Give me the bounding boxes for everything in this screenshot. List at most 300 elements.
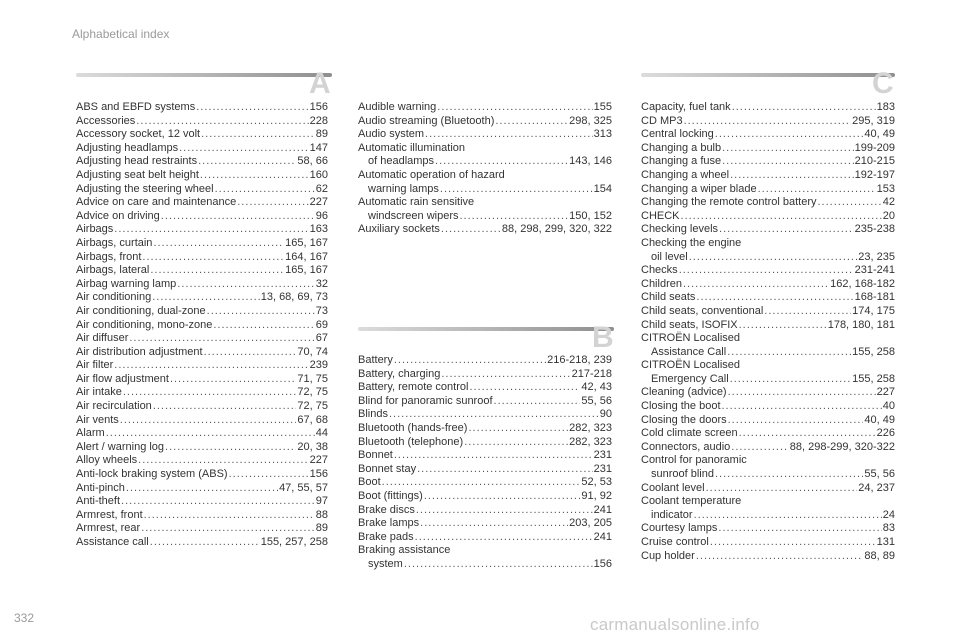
index-entry-pages: 20, 38: [297, 440, 328, 453]
index-entry-pages: 73: [315, 304, 328, 317]
dot-leader: [437, 101, 592, 115]
index-entry-pages: 40, 49: [864, 413, 895, 426]
dot-leader: [150, 536, 260, 550]
dot-leader: [495, 115, 568, 129]
index-entry-pages: 88, 298-299, 320-322: [789, 440, 895, 453]
index-entry-term: Anti-pinch: [76, 481, 125, 494]
dot-leader: [215, 183, 315, 197]
index-entry: [76, 305, 328, 319]
index-entry: [76, 210, 328, 224]
dot-leader: [198, 155, 296, 169]
index-entry-pages: 153: [876, 182, 895, 195]
index-entry-pages: 174, 175: [852, 304, 895, 317]
index-entry-term: Assistance call: [76, 536, 149, 548]
index-entry: [76, 223, 328, 237]
index-entry: [641, 509, 895, 523]
index-entry-pages: 168-181: [854, 291, 895, 304]
index-entry-term: Assistance Call: [651, 345, 727, 358]
dot-leader: [441, 223, 501, 237]
index-entry-term: Changing a wheel: [641, 168, 730, 181]
dot-leader: [758, 183, 876, 197]
dot-leader: [435, 155, 568, 169]
dot-leader: [200, 169, 309, 183]
dot-leader: [730, 169, 854, 183]
index-entry: [76, 454, 328, 468]
index-entry-pages: 69: [315, 318, 328, 331]
index-entry: [641, 169, 895, 183]
index-entry-pages: 228: [309, 114, 328, 127]
index-entry: [641, 400, 895, 414]
dot-leader: [464, 436, 568, 450]
index-entry: [641, 346, 895, 360]
index-entry-term: Armrest, rear: [76, 522, 141, 535]
dot-leader: [161, 210, 315, 224]
index-entry: [641, 196, 895, 210]
index-entry: [641, 101, 895, 115]
index-entry-pages: 165, 167: [285, 264, 328, 277]
index-entry: [641, 522, 895, 536]
index-entry-heading: CITROËN Localised: [641, 359, 741, 372]
index-entry-term: system: [368, 557, 403, 570]
dot-leader: [728, 386, 876, 400]
index-entry-pages: 88, 298, 299, 320, 322: [501, 223, 612, 236]
dot-leader: [424, 490, 581, 504]
index-entry: [358, 436, 612, 450]
index-entry-term: Air filter: [76, 359, 114, 372]
section-a-divider: [76, 73, 332, 77]
index-entry-term: Airbags, lateral: [76, 264, 150, 277]
dot-leader: [715, 128, 864, 142]
index-entry: [641, 468, 895, 482]
index-entry-term: Connectors, audio: [641, 440, 731, 453]
dot-leader: [114, 359, 308, 373]
index-entry-pages: 155, 257, 258: [260, 536, 328, 548]
dot-leader: [126, 482, 278, 496]
index-entry: [358, 381, 612, 395]
dot-leader: [142, 251, 284, 265]
index-column-b: [358, 354, 612, 572]
index-entry-pages: 231-241: [854, 264, 895, 277]
dot-leader: [696, 550, 864, 564]
dot-leader: [689, 251, 858, 265]
index-entry-term: Audible warning: [358, 101, 437, 113]
index-entry-pages: 162, 168-182: [830, 277, 895, 290]
dot-leader: [722, 155, 854, 169]
dot-leader: [416, 504, 593, 518]
section-c-letter: C: [872, 67, 894, 100]
dot-leader: [420, 517, 568, 531]
index-entry-pages: 71, 75: [297, 372, 328, 385]
dot-leader: [727, 346, 851, 360]
index-entry-pages: 62: [315, 182, 328, 195]
index-entry: [358, 449, 612, 463]
index-entry: [641, 414, 895, 428]
index-entry-pages: 227: [309, 196, 328, 209]
index-entry: [76, 264, 328, 278]
index-entry: [358, 115, 612, 129]
index-entry-term: Alert / warning log: [76, 440, 165, 453]
dot-leader: [229, 468, 309, 482]
index-entry-pages: 241: [593, 530, 612, 543]
index-entry: [358, 210, 612, 224]
index-entry: [76, 373, 328, 387]
index-entry-term: Cup holder: [641, 549, 695, 562]
index-entry-heading: Coolant temperature: [641, 495, 742, 508]
index-entry-term: Children: [641, 277, 682, 290]
dot-leader: [722, 400, 882, 414]
index-entry-term: ABS and EBFD systems: [76, 101, 196, 113]
dot-leader: [494, 395, 581, 409]
index-entry-term: Changing a wiper blade: [641, 182, 757, 195]
index-entry-heading: Automatic illumination: [358, 141, 465, 154]
index-entry-term: Boot: [358, 476, 381, 489]
index-entry: [641, 210, 895, 224]
index-entry: [76, 183, 328, 197]
index-entry: [358, 531, 612, 545]
index-entry-term: Air distribution adjustment: [76, 345, 203, 358]
index-entry-pages: 44: [315, 427, 328, 440]
index-entry: [76, 128, 328, 142]
index-entry: [76, 332, 328, 346]
index-entry: [641, 142, 895, 156]
index-entry-term: indicator: [651, 508, 693, 521]
index-entry-pages: 192-197: [854, 168, 895, 181]
index-entry-term: CD MP3: [641, 114, 683, 127]
index-entry-term: Advice on driving: [76, 209, 160, 222]
dot-leader: [728, 414, 864, 428]
index-entry-term: Adjusting headlamps: [76, 141, 179, 154]
index-entry: [358, 183, 612, 197]
index-entry-term: Boot (fittings): [358, 489, 423, 502]
dot-leader: [683, 278, 829, 292]
index-entry-pages: 24, 237: [858, 481, 895, 494]
index-entry: [641, 482, 895, 496]
index-entry: [76, 346, 328, 360]
index-entry: [76, 251, 328, 265]
index-entry: [641, 223, 895, 237]
index-entry-term: Air recirculation: [76, 400, 152, 413]
index-entry: [76, 359, 328, 373]
index-entry: [76, 414, 328, 428]
index-entry-term: Closing the boot: [641, 400, 721, 413]
index-entry-pages: 67, 68: [297, 413, 328, 426]
index-entry-term: Checks: [641, 264, 678, 277]
index-entry-pages: 72, 75: [297, 400, 328, 413]
index-entry: [358, 504, 612, 518]
index-entry: [641, 128, 895, 142]
dot-leader: [179, 142, 309, 156]
index-entry-term: Accessories: [76, 114, 136, 127]
index-entry-heading: CITROËN Localised: [641, 332, 741, 345]
index-entry-term: Auxiliary sockets: [358, 223, 440, 236]
index-entry-term: Advice on care and maintenance: [76, 196, 237, 209]
index-entry: [76, 237, 328, 251]
index-entry: [76, 536, 328, 550]
dot-leader: [415, 531, 593, 545]
dot-leader: [731, 441, 789, 455]
dot-leader: [684, 115, 852, 129]
index-entry-term: Child seats, ISOFIX: [641, 318, 738, 331]
dot-leader: [679, 264, 854, 278]
index-entry: [358, 368, 612, 382]
index-entry: [76, 319, 328, 333]
section-c-divider: [641, 73, 895, 77]
index-entry-term: Audio system: [358, 128, 425, 141]
index-entry-pages: 90: [599, 408, 612, 421]
index-entry: [641, 291, 895, 305]
index-entry-pages: 235-238: [854, 223, 895, 236]
dot-leader: [177, 278, 314, 292]
dot-leader: [694, 509, 882, 523]
dot-leader: [213, 319, 314, 333]
dot-leader: [732, 101, 876, 115]
index-entry: [641, 536, 895, 550]
index-entry-term: Adjusting head restraints: [76, 155, 198, 168]
index-entry-term: Alarm: [76, 427, 105, 440]
index-entry-pages: 217-218: [571, 367, 612, 380]
index-entry-term: Airbags, curtain: [76, 236, 153, 249]
index-entry: [641, 183, 895, 197]
index-entry: [76, 441, 328, 455]
dot-leader: [150, 264, 284, 278]
index-entry-heading: Automatic operation of hazard: [358, 168, 505, 181]
index-entry: [358, 476, 612, 490]
index-entry-term: Bonnet: [358, 449, 393, 462]
dot-leader: [106, 427, 315, 441]
dot-leader: [425, 128, 593, 142]
index-entry: [358, 155, 612, 169]
dot-leader: [417, 463, 593, 477]
section-a-letter: A: [309, 67, 331, 100]
index-entry-pages: 67: [315, 332, 328, 345]
index-entry-pages: 239: [309, 359, 328, 372]
index-entry: [358, 422, 612, 436]
index-entry-pages: 160: [309, 168, 328, 181]
index-entry-pages: 88, 89: [864, 549, 895, 562]
dot-leader: [114, 223, 308, 237]
index-entry-pages: 55, 56: [864, 468, 895, 481]
dot-leader: [123, 386, 297, 400]
index-entry: [358, 354, 612, 368]
dot-leader: [722, 142, 854, 156]
index-entry-pages: 32: [315, 277, 328, 290]
index-entry-pages: 295, 319: [852, 114, 895, 127]
index-entry-term: Checking levels: [641, 223, 719, 236]
dot-leader: [459, 210, 568, 224]
dot-leader: [730, 373, 852, 387]
index-entry: [76, 386, 328, 400]
dot-leader: [394, 449, 593, 463]
index-entry: [641, 264, 895, 278]
index-entry-term: windscreen wipers: [368, 209, 459, 222]
index-entry-term: Air vents: [76, 413, 119, 426]
dot-leader: [207, 305, 315, 319]
index-entry: [76, 101, 328, 115]
index-entry: [641, 427, 895, 441]
index-entry-pages: 203, 205: [569, 517, 612, 530]
running-header: Alphabetical index: [72, 27, 170, 41]
index-entry-term: Airbags: [76, 223, 114, 236]
index-entry-pages: 227: [309, 454, 328, 467]
dot-leader: [129, 332, 314, 346]
dot-leader: [681, 210, 882, 224]
index-column-a-continued: [358, 101, 612, 237]
index-entry: [358, 223, 612, 237]
dot-leader: [204, 346, 297, 360]
dot-leader: [138, 454, 309, 468]
dot-leader: [144, 509, 315, 523]
dot-leader: [440, 183, 593, 197]
index-entry-term: Air intake: [76, 386, 122, 399]
index-entry: [641, 305, 895, 319]
index-entry-term: Air conditioning, mono-zone: [76, 318, 213, 331]
dot-leader: [715, 468, 863, 482]
index-entry: [641, 550, 895, 564]
dot-leader: [764, 305, 851, 319]
index-entry-term: Airbag warning lamp: [76, 277, 177, 290]
index-entry-pages: 52, 53: [581, 476, 612, 489]
index-entry-term: Battery, remote control: [358, 381, 469, 394]
index-entry-term: Brake pads: [358, 530, 414, 543]
dot-leader: [404, 558, 593, 572]
index-entry-term: Alloy wheels: [76, 454, 138, 467]
index-entry-term: Emergency Call: [651, 372, 729, 385]
index-entry-pages: 143, 146: [569, 155, 612, 168]
index-entry: [76, 482, 328, 496]
index-entry-pages: 282, 323: [569, 435, 612, 448]
index-entry-pages: 155: [593, 101, 612, 113]
dot-leader: [739, 319, 827, 333]
index-entry-term: Adjusting seat belt height: [76, 168, 199, 181]
index-entry-pages: 165, 167: [285, 236, 328, 249]
index-entry-pages: 164, 167: [285, 250, 328, 263]
index-entry-term: warning lamps: [368, 182, 439, 195]
index-entry-pages: 13, 68, 69, 73: [260, 291, 328, 304]
index-entry-term: Blind for panoramic sunroof: [358, 394, 493, 407]
dot-leader: [696, 291, 853, 305]
index-entry: [76, 155, 328, 169]
dot-leader: [739, 427, 876, 441]
index-entry-term: Changing the remote control battery: [641, 196, 817, 209]
index-entry-term: Brake discs: [358, 503, 415, 516]
index-entry-pages: 96: [315, 209, 328, 222]
index-entry-pages: 155, 258: [852, 372, 895, 385]
dot-leader: [170, 373, 296, 387]
index-entry-term: Bluetooth (telephone): [358, 435, 464, 448]
index-entry-pages: 91, 92: [581, 489, 612, 502]
index-entry-pages: 156: [309, 101, 328, 113]
index-entry: [76, 495, 328, 509]
index-entry-pages: 199-209: [854, 141, 895, 154]
index-entry-pages: 58, 66: [297, 155, 328, 168]
index-entry: [358, 128, 612, 142]
index-entry-pages: 24: [882, 508, 895, 521]
index-entry-heading: Control for panoramic: [641, 454, 747, 467]
index-column-c: [641, 101, 895, 563]
index-entry-pages: 20: [882, 209, 895, 222]
index-entry-pages: 88: [315, 508, 328, 521]
index-entry-pages: 70, 74: [297, 345, 328, 358]
dot-leader: [469, 381, 580, 395]
index-entry: [358, 395, 612, 409]
index-entry-term: Closing the doors: [641, 413, 727, 426]
index-entry-pages: 156: [309, 468, 328, 481]
index-entry: [76, 291, 328, 305]
dot-leader: [394, 354, 546, 368]
index-entry-term: Accessory socket, 12 volt: [76, 128, 201, 141]
dot-leader: [152, 291, 260, 305]
index-entry: [641, 251, 895, 265]
index-entry: [641, 115, 895, 129]
index-entry-pages: 155, 258: [852, 345, 895, 358]
dot-leader: [382, 476, 581, 490]
index-entry-pages: 97: [315, 495, 328, 508]
dot-leader: [153, 400, 297, 414]
dot-leader: [468, 422, 568, 436]
index-entry-pages: 216-218, 239: [547, 354, 612, 366]
index-entry-pages: 72, 75: [297, 386, 328, 399]
index-entry-term: Airbags, front: [76, 250, 142, 263]
index-entry-term: Anti-theft: [76, 495, 121, 508]
index-entry-pages: 183: [876, 101, 895, 113]
section-b-divider: [358, 327, 614, 331]
index-entry-pages: 42, 43: [581, 381, 612, 394]
index-entry: [76, 196, 328, 210]
index-entry: [358, 101, 612, 115]
index-entry-term: Battery, charging: [358, 367, 441, 380]
index-entry: [76, 468, 328, 482]
index-entry-pages: 89: [315, 522, 328, 535]
index-entry: [358, 408, 612, 422]
index-entry-term: Cleaning (advice): [641, 386, 727, 399]
index-entry-term: Air flow adjustment: [76, 372, 169, 385]
index-entry-pages: 210-215: [854, 155, 895, 168]
index-entry-term: Cold climate screen: [641, 427, 738, 440]
index-entry-pages: 282, 323: [569, 421, 612, 434]
index-entry-term: Battery: [358, 354, 393, 366]
dot-leader: [196, 101, 308, 115]
index-entry-term: Blinds: [358, 408, 388, 421]
index-entry-term: Central locking: [641, 128, 714, 141]
index-entry-pages: 163: [309, 223, 328, 236]
index-entry-term: CHECK: [641, 209, 680, 222]
index-entry-pages: 23, 235: [858, 250, 895, 263]
index-entry-pages: 47, 55, 57: [279, 481, 328, 494]
index-entry-pages: 178, 180, 181: [827, 318, 895, 331]
index-entry: [358, 517, 612, 531]
index-entry-pages: 147: [309, 141, 328, 154]
index-entry-pages: 150, 152: [569, 209, 612, 222]
index-entry-term: Bluetooth (hands-free): [358, 421, 468, 434]
index-entry-term: Air conditioning: [76, 291, 152, 304]
page-number: 332: [14, 611, 35, 625]
dot-leader: [389, 408, 599, 422]
index-entry-heading: Automatic rain sensitive: [358, 196, 475, 209]
dot-leader: [237, 196, 308, 210]
dot-leader: [718, 522, 881, 536]
index-entry-term: Armrest, front: [76, 508, 143, 521]
index-entry-term: Air conditioning, dual-zone: [76, 304, 206, 317]
index-entry-pages: 154: [593, 182, 612, 195]
dot-leader: [136, 115, 308, 129]
dot-leader: [153, 237, 284, 251]
index-entry-pages: 227: [876, 386, 895, 399]
index-entry-pages: 55, 56: [581, 394, 612, 407]
dot-leader: [201, 128, 315, 142]
index-entry: [76, 509, 328, 523]
index-column-a: [76, 101, 328, 550]
index-entry-pages: 83: [882, 522, 895, 535]
